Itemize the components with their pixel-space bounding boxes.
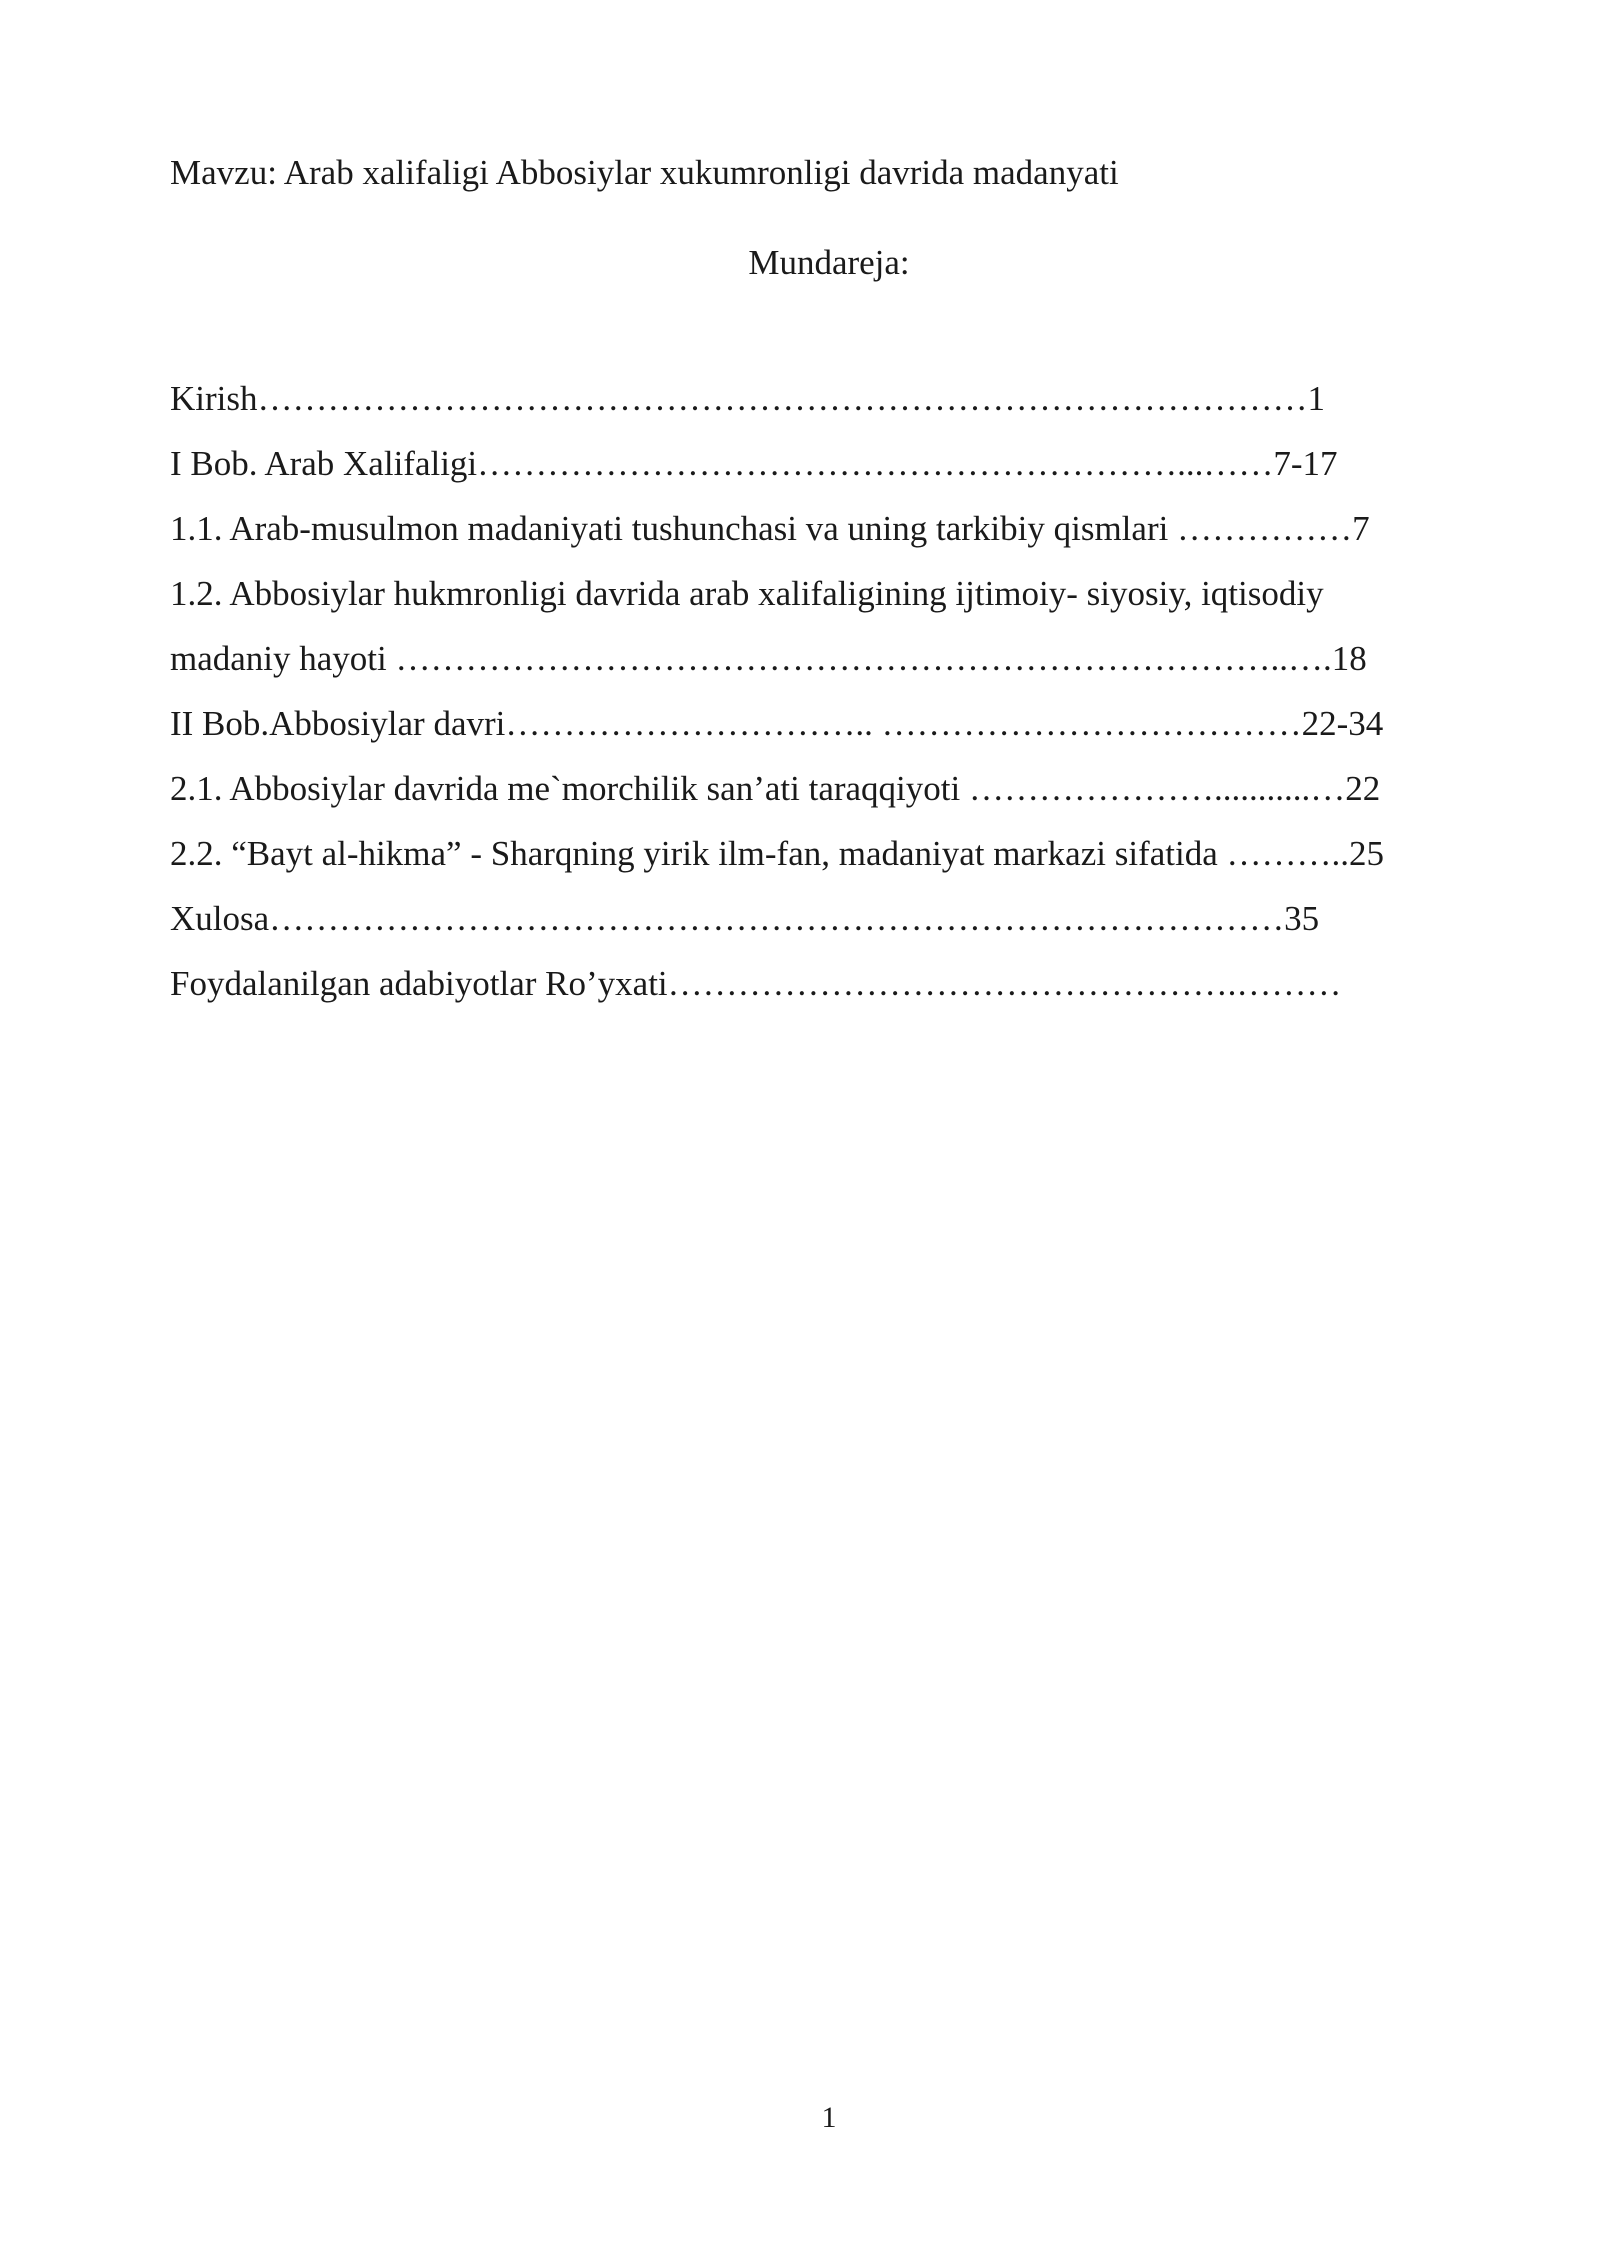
contents-heading: Mundareja: [748,243,910,282]
toc-entry-section-1-1: 1.1. Arab-musulmon madaniyati tushunchasi va uning tarkibiy qismlari ……………7 [170,509,1370,548]
toc-entry-section-2-2: 2.2. “Bayt al-hikma” - Sharqning yirik ilm-fan, madaniyat markazi sifatida ………..25 [170,834,1384,873]
table-of-contents [170,366,1490,1016]
document-title: Mavzu: Arab xalifaligi Abbosiylar xukumronligi davrida madanyati [170,153,1119,192]
toc-entry-chapter-1: I Bob. Arab Xalifaligi……………………………………………………...……7-17 [170,444,1338,483]
page-number: 1 [821,2101,837,2134]
toc-entry-section-1-2-continued: madaniy hayoti …………………………………………………………………..….18 [170,639,1367,678]
toc-entry-section-1-2: 1.2. Abbosiylar hukmronligi davrida arab xalifaligining ijtimoiy- siyosiy, iqtisodiy [170,574,1324,613]
toc-entry-kirish: Kirish………………………………………………………………………………1 [170,379,1325,418]
toc-entry-chapter-2: II Bob.Abbosiylar davri………………………….. ………………………………22-34 [170,704,1384,743]
toc-entry-section-2-1: 2.1. Abbosiylar davrida me`morchilik san’ati taraqqiyoti …………………...........…22 [170,769,1381,808]
toc-entry-references: Foydalanilgan adabiyotlar Ro’yxati………………………………………….……… [170,964,1342,1003]
toc-entry-xulosa: Xulosa……………………………………………………………………………35 [170,899,1320,938]
